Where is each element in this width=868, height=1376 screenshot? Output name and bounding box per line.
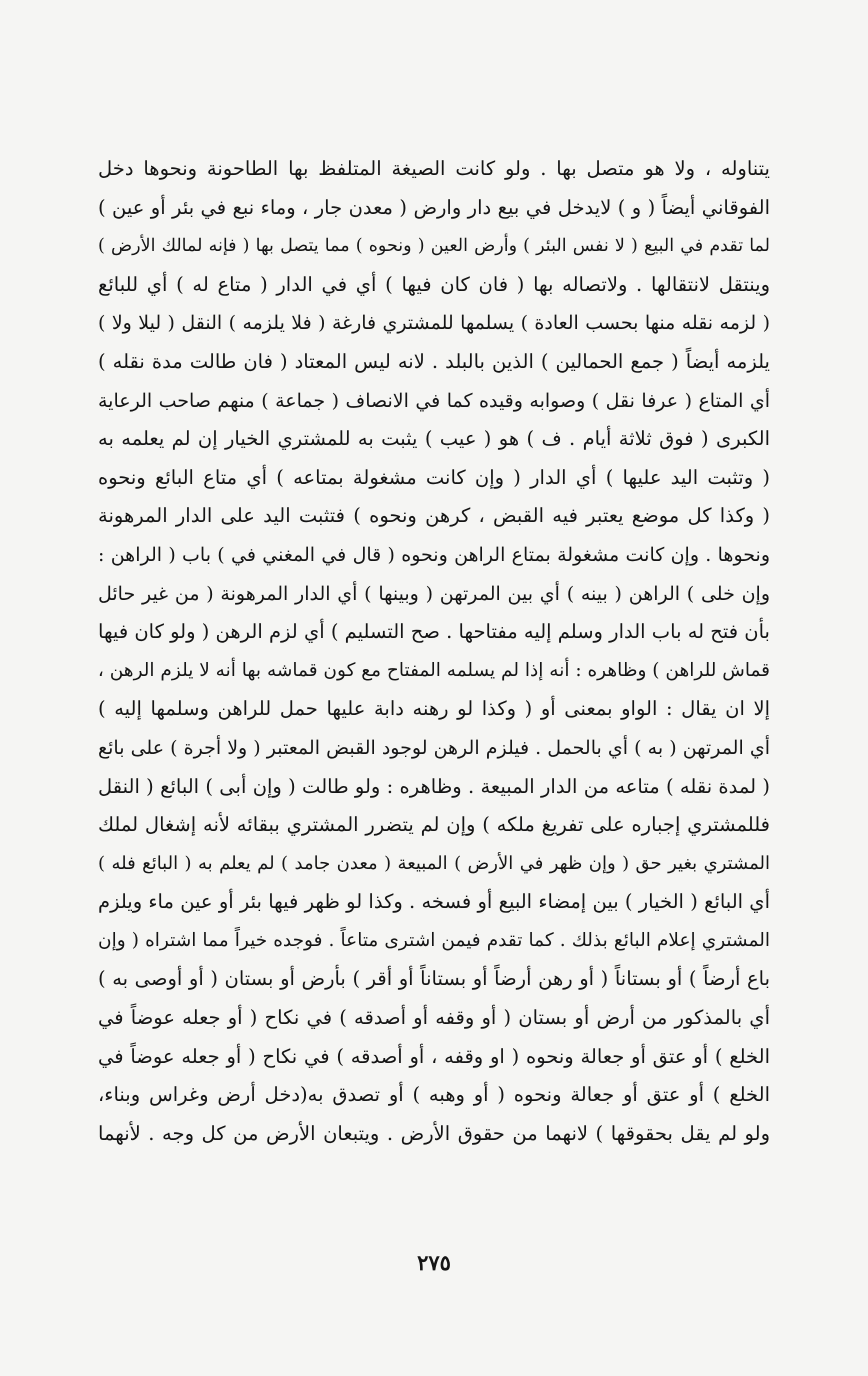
text-line: فللمشتري إجباره على تفريغ ملكه ) وإن لم يتضرر المشتري ببقائه لأنه إشغال لملك: [98, 813, 770, 837]
text-line: إلا ان يقال : الواو بمعنى أو ( وكذا لو رهنه دابة عليها حمل للراهن وسلمها إليه ): [98, 697, 770, 721]
text-line: يلزمه أيضاً ( جمع الحمالين ) الذين بالبلد . لانه ليس المعتاد ( فان طالت مدة نقله ): [98, 349, 770, 373]
text-line: أي البائع ( الخيار ) بين إمضاء البيع أو فسخه . وكذا لو ظهر فيها بئر أو عين ماء ويلزم: [98, 890, 770, 914]
text-line: ( وتثبت اليد عليها ) أي الدار ( وإن كانت مشغولة بمتاعه ) أي متاع البائع ونحوه: [98, 465, 770, 489]
text-line: الفوقاني أيضاً ( و ) لايدخل في بيع دار وارض ( معدن جار ، وماء نبع في بئر أو عين ): [98, 195, 770, 219]
text-line: أي بالمذكور من أرض أو بستان ( أو وقفه أو أصدقه ) في نكاح ( أو جعله عوضاً في: [98, 1006, 770, 1030]
text-line: المشتري إعلام البائع بذلك . كما تقدم فيمن اشترى متاعاً . فوجده خيراً مما اشتراه ( وإن: [98, 929, 770, 951]
text-line: لما تقدم في البيع ( لا نفس البئر ) وأرض العين ( ونحوه ) مما يتصل بها ( فإنه لمالك الأرض ): [98, 236, 770, 257]
text-line: ( لمدة نقله ) متاعه من الدار المبيعة . وظاهره : ولو طالت ( وإن أبى ) البائع ( النقل: [98, 774, 770, 798]
text-line: المشتري بغير حق ( وإن ظهر في الأرض ) المبيعة ( معدن جامد ) لم يعلم به ( البائع فله ): [98, 852, 770, 874]
text-line: ( وكذا كل موضع يعتبر فيه القبض ، كرهن ونحوه ) فتثبت اليد على الدار المرهونة: [98, 504, 770, 528]
text-line: يتناوله ، ولا هو متصل بها . ولو كانت الصيغة المتلفظ بها الطاحونة ونحوها دخل: [98, 157, 770, 180]
body-text: [98, 150, 770, 1153]
page-number: ٢٧٥: [417, 1250, 451, 1275]
text-line: ( لزمه نقله منها بحسب العادة ) يسلمها للمشتري فارغة ( فلا يلزمه ) النقل ( ليلا ولا ): [98, 312, 770, 335]
text-line: الخلع ) أو عتق أو جعالة ونحوه ( او وقفه ، أو أصدقه ) في نكاح ( أو جعله عوضاً في: [98, 1044, 770, 1068]
text-line: أي المتاع ( عرفا نقل ) وصوابه وقيده كما في الانصاف ( جماعة ) منهم صاحب الرعاية: [98, 389, 770, 412]
text-line: ولو لم يقل بحقوقها ) لانهما من حقوق الأرض . ويتبعان الأرض من كل وجه . لأنهما: [98, 1121, 770, 1145]
text-line: قماش للراهن ) وظاهره : أنه إذا لم يسلمه المفتاح مع كون قماشه بها أنه لا يلزم الرهن ،: [98, 659, 770, 681]
text-line: وإن خلى ) الراهن ( بينه ) أي بين المرتهن ( وبينها ) أي الدار المرهونة ( من غير حائل: [98, 582, 770, 605]
text-line: الكبرى ( فوق ثلاثة أيام . ف ) هو ( عيب ) يثبت به للمشتري الخيار إن لم يعلمه به: [98, 427, 770, 451]
text-line: الخلع ) أو عتق أو جعالة ونحوه ( أو وهبه ) أو تصدق به(دخل أرض وغراس وبناء،: [98, 1083, 770, 1107]
text-line: وينتقل لانتقالها . ولاتصاله بها ( فان كان فيها ) أي في الدار ( متاع له ) أي للبائع: [98, 272, 770, 296]
text-line: باع أرضاً ) أو بستاناً ( أو رهن أرضاً أو بستاناً أو أقر ) بأرض أو بستان ( أو أوصى به ): [98, 967, 770, 991]
text-line: ونحوها . وإن كانت مشغولة بمتاع الراهن ونحوه ( قال في المغني في ) باب ( الراهن :: [98, 543, 770, 566]
text-line: بأن فتح له باب الدار وسلم إليه مفتاحها . صح التسليم ) أي لزم الرهن ( ولو كان فيها: [98, 620, 770, 644]
text-line: أي المرتهن ( به ) أي بالحمل . فيلزم الرهن لوجود القبض المعتبر ( ولا أجرة ) على بائع: [98, 736, 770, 759]
